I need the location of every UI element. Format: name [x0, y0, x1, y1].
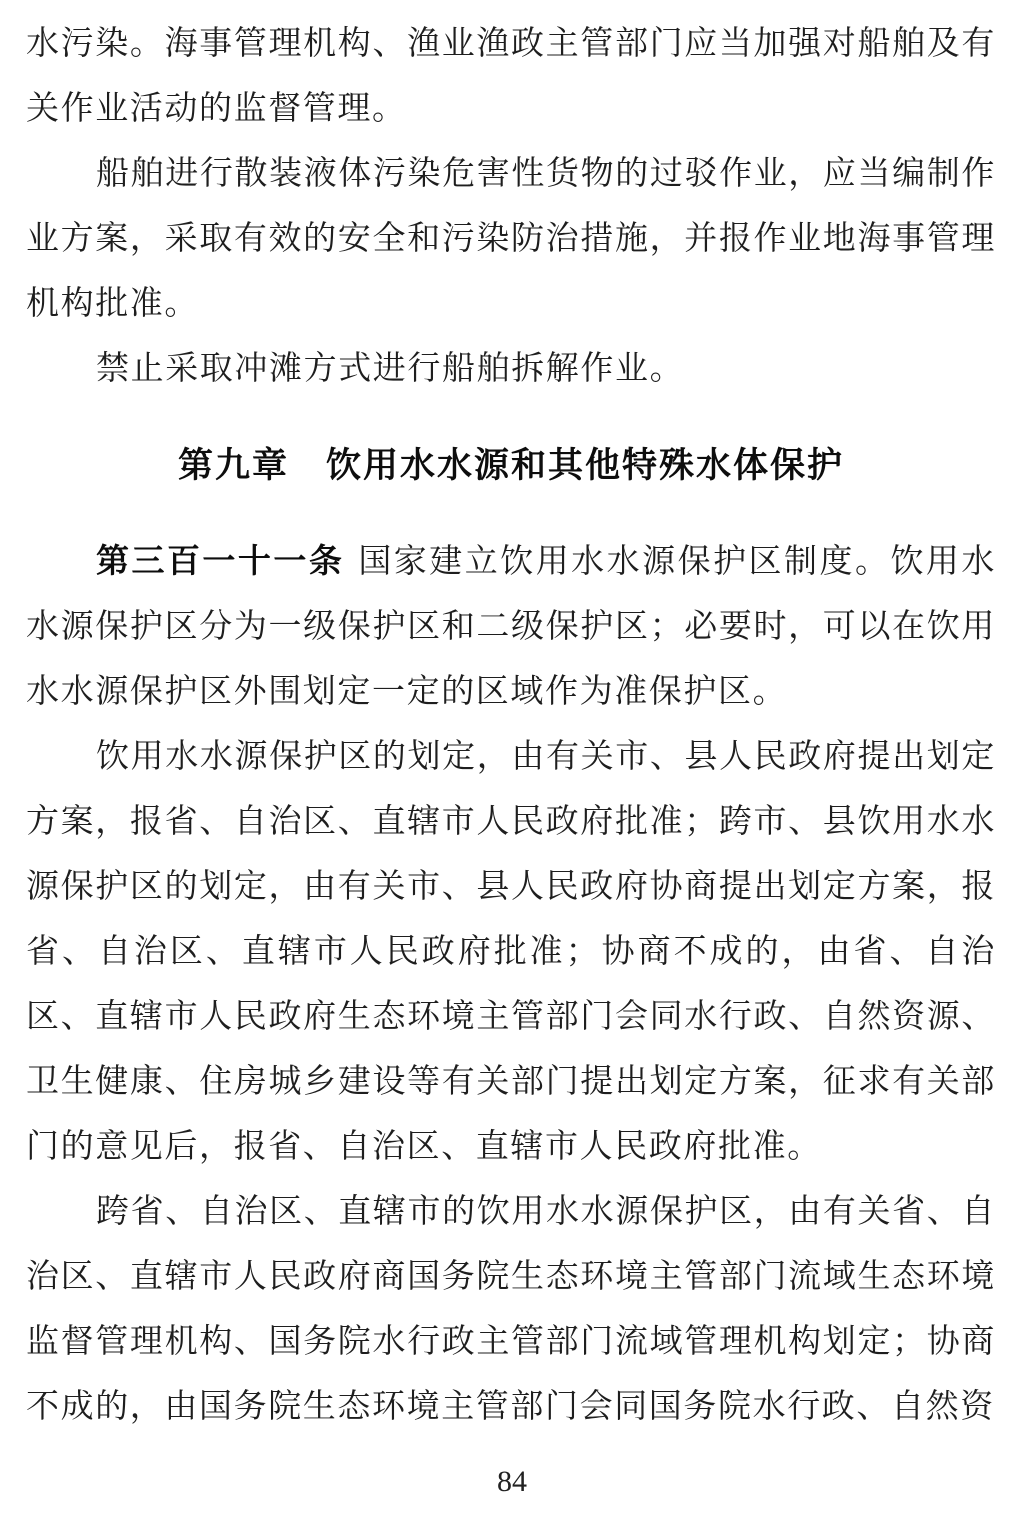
paragraph-ship-operations: 船舶进行散装液体污染危害性货物的过驳作业，应当编制作业方案，采取有效的安全和污染防治措施，并报作业地海事管理机构批准。	[26, 156, 996, 322]
article-number: 第三百一十一条	[96, 542, 345, 579]
paragraph-cross-province-zones: 跨省、自治区、直辖市的饮用水水源保护区，由有关省、自治区、直辖市人民政府商国务院生态环境主管部门流域生态环境监督管理机构、国务院水行政主管部门流域管理机构划定；协商不成的，由国务院生态环境主管部门会同国务院水行政、自然资	[26, 1194, 996, 1425]
paragraph-protection-zone-delineation: 饮用水水源保护区的划定，由有关市、县人民政府提出划定方案，报省、自治区、直辖市人民政府批准；跨市、县饮用水水源保护区的划定，由有关市、县人民政府协商提出划定方案，报省、自治区、直辖市人民政府批准；协商不成的，由省、自治区、直辖市人民政府生态环境主管部门会同水行政、自然资源、卫生健康、住房城乡建设等有关部门提出划定方案，征求有关部门的意见后，报省、自治区、直辖市人民政府批准。	[26, 739, 996, 1165]
article-text: 国家建立饮用水水源保护区制度。饮用水水源保护区分为一级保护区和二级保护区；必要时，可以在饮用水水源保护区外围划定一定的区域作为准保护区。	[26, 544, 996, 710]
paragraph-article-311	[26, 528, 996, 725]
paragraph-ship-dismantling-ban: 禁止采取冲滩方式进行船舶拆解作业。	[96, 351, 685, 387]
paragraph-continuation: 水污染。海事管理机构、渔业渔政主管部门应当加强对船舶及有关作业活动的监督管理。	[26, 26, 996, 127]
chapter-heading: 第九章 饮用水水源和其他特殊水体保护	[177, 446, 844, 485]
page-number: 84	[497, 1465, 527, 1498]
